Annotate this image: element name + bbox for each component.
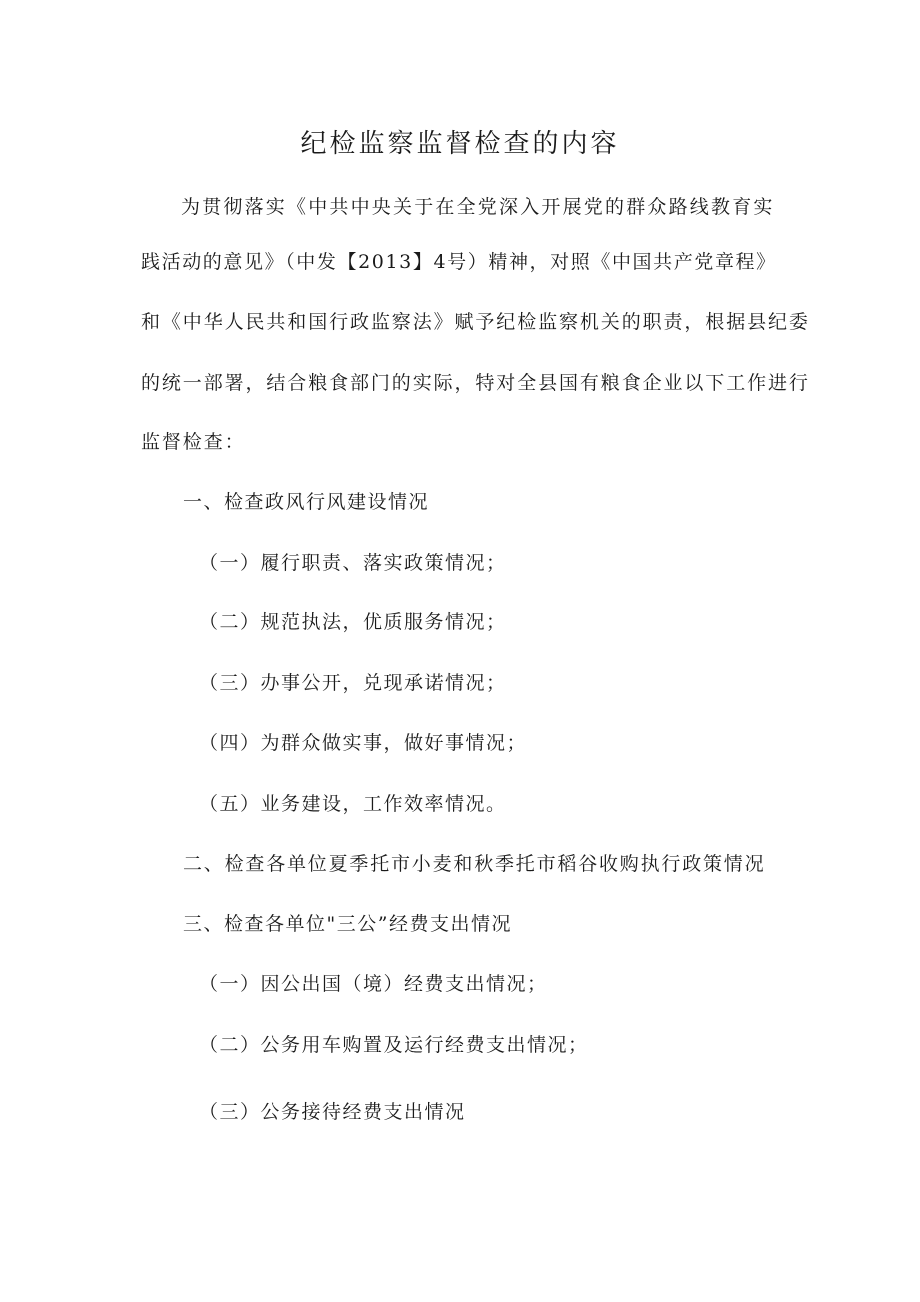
section-heading-3: 三、检查各单位"三公”经费支出情况 xyxy=(183,913,512,935)
section-heading-1: 一、检查政风行风建设情况 xyxy=(183,491,430,513)
document-title: 纪检监察监督检查的内容 xyxy=(300,129,620,159)
list-item: （一）履行职责、落实政策情况； xyxy=(199,552,507,574)
intro-paragraph-line: 为贯彻落实《中共中央关于在全党深入开展党的群众路线教育实 xyxy=(181,196,775,218)
section-heading-2: 二、检查各单位夏季托市小麦和秋季托市稻谷收购执行政策情况 xyxy=(183,853,766,875)
intro-paragraph-line: 践活动的意见》（中发【2013】4号）精神，对照《中国共产党章程》 xyxy=(141,251,777,273)
list-item: （一）因公出国（境）经费支出情况； xyxy=(199,973,548,995)
list-item: （三）公务接待经费支出情况 xyxy=(199,1101,466,1123)
list-item: （三）办事公开，兑现承诺情况； xyxy=(199,672,507,694)
list-item: （四）为群众做实事，做好事情况； xyxy=(199,732,528,754)
intro-paragraph-line: 的统一部署，结合粮食部门的实际，特对全县国有粮食企业以下工作进行 xyxy=(141,372,810,394)
intro-paragraph-line: 和《中华人民共和国行政监察法》赋予纪检监察机关的职责，根据县纪委 xyxy=(141,311,810,333)
list-item: （二）公务用车购置及运行经费支出情况； xyxy=(199,1034,589,1056)
list-item: （二）规范执法，优质服务情况； xyxy=(199,611,507,633)
list-item: （五）业务建设，工作效率情况。 xyxy=(199,793,507,815)
intro-paragraph-line: 监督检查： xyxy=(141,431,246,453)
